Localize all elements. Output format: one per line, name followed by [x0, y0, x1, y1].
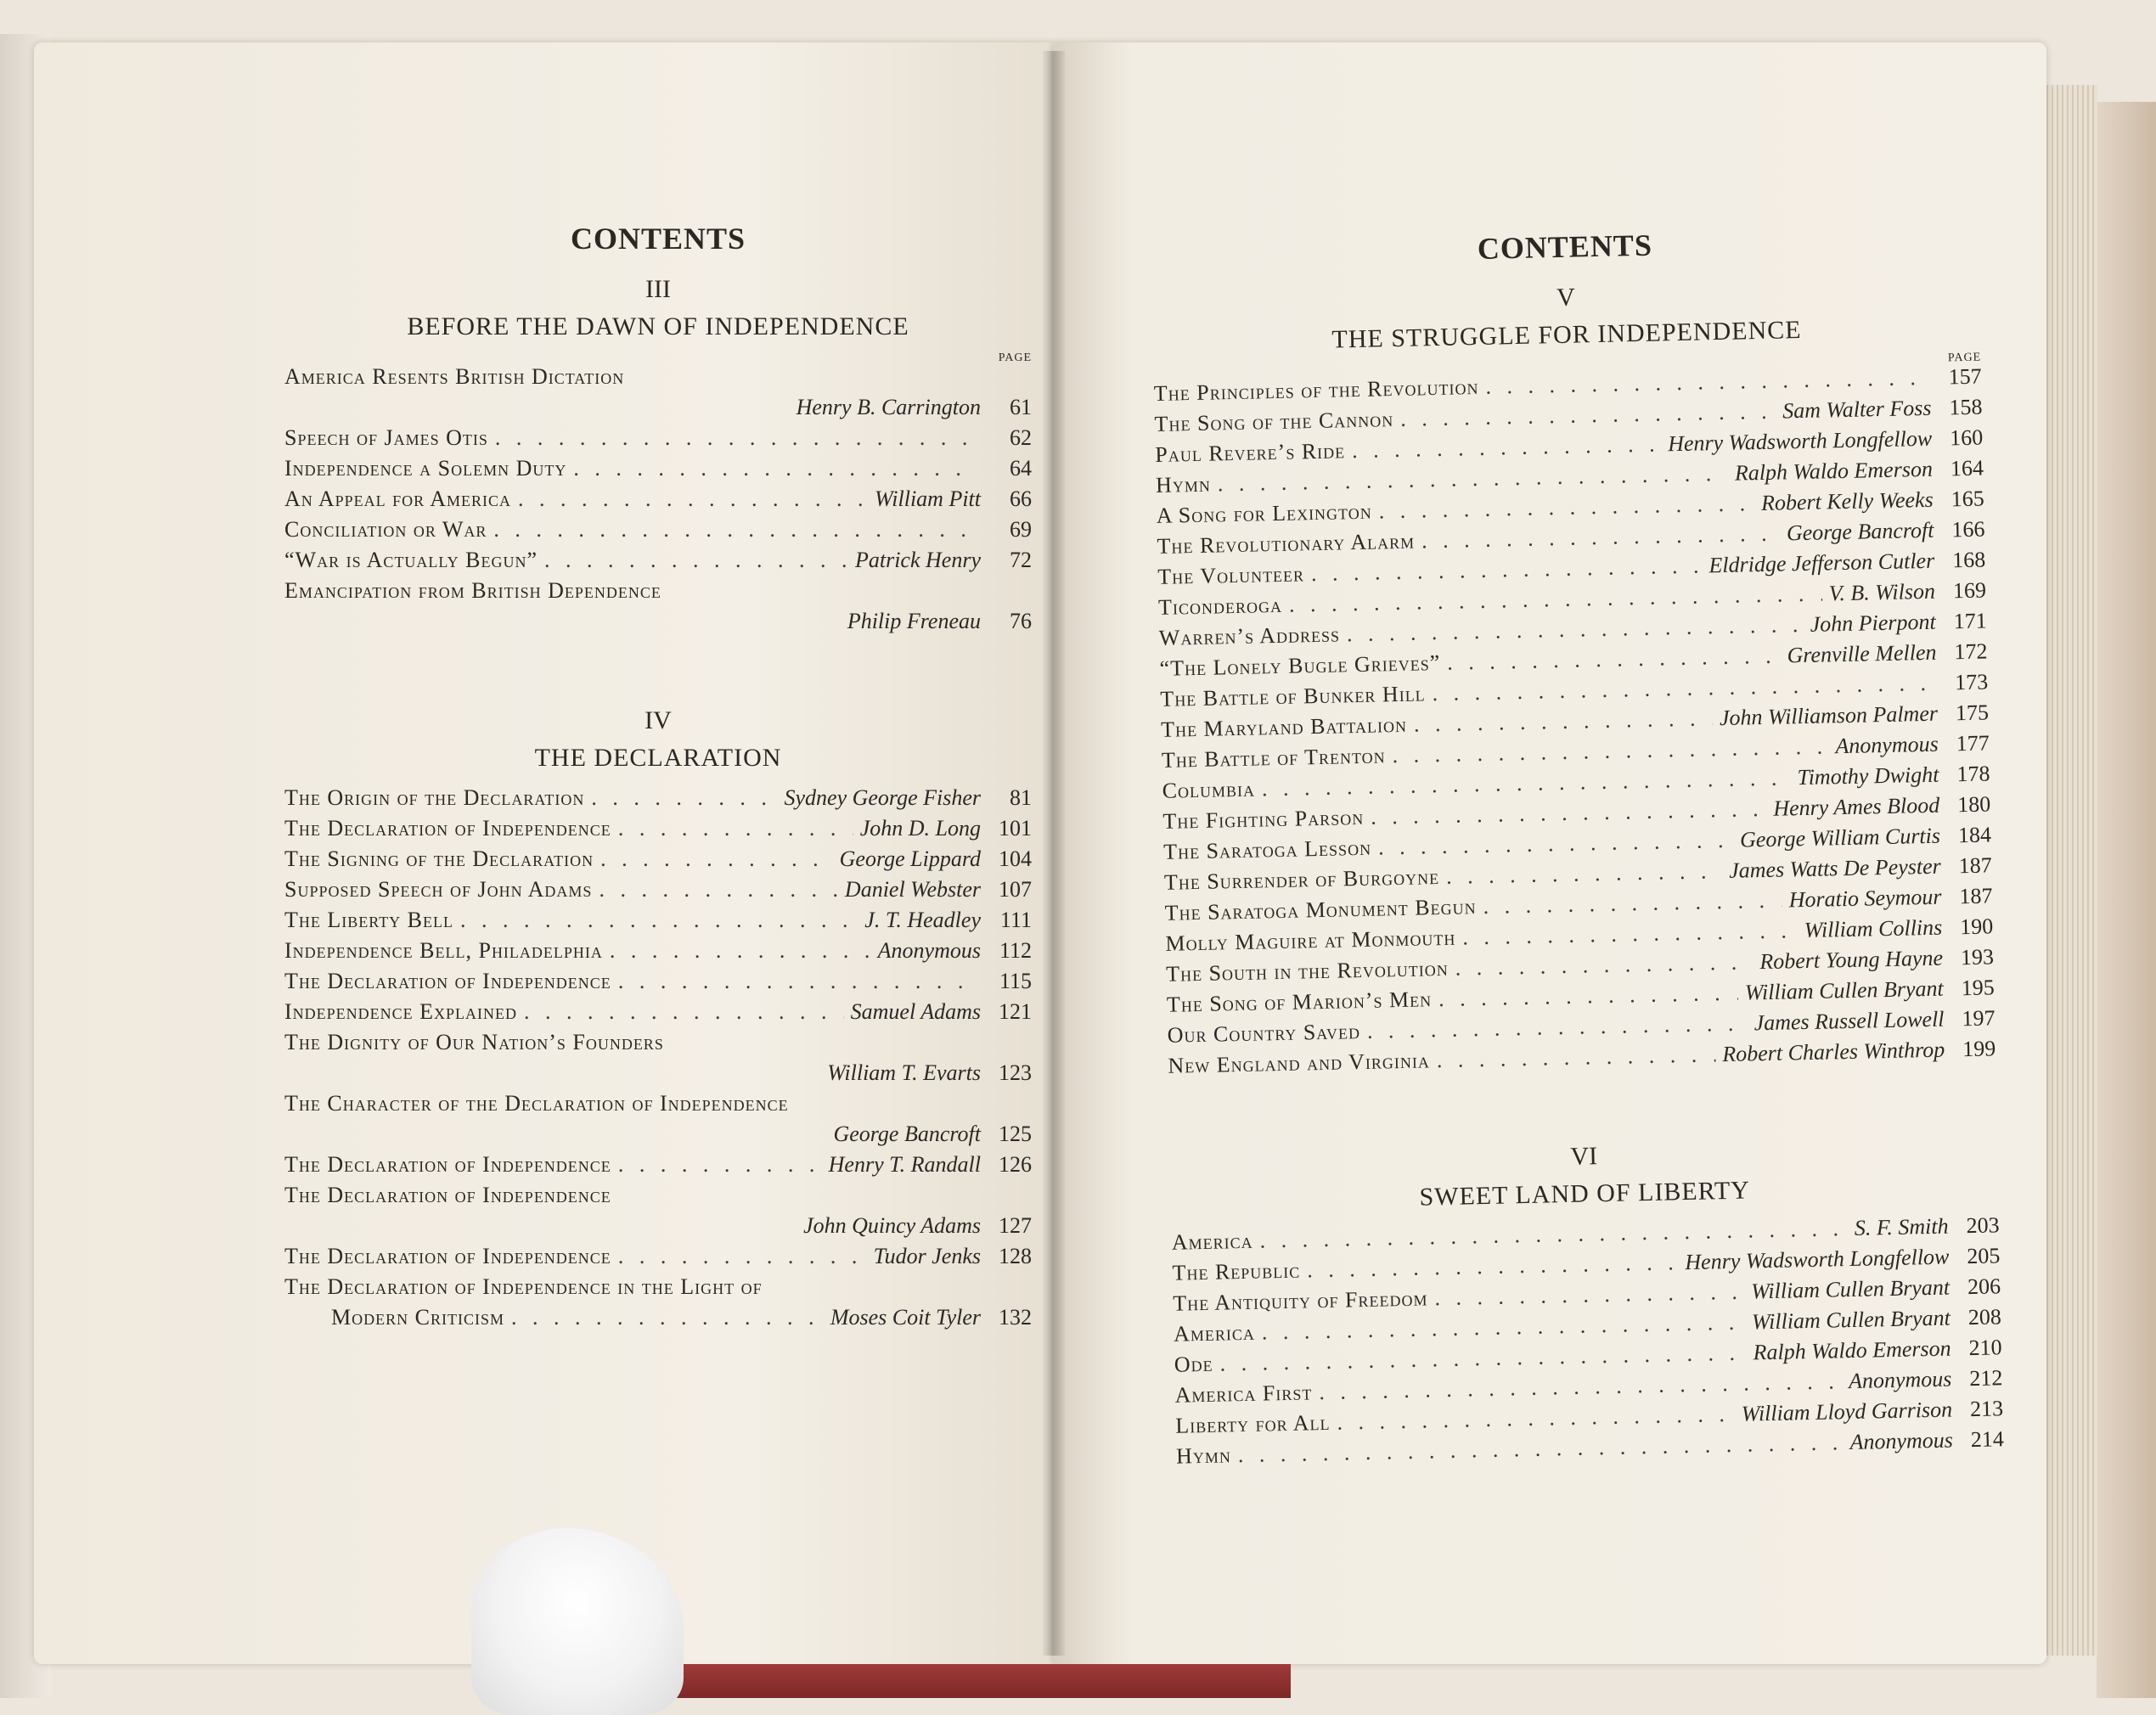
- section-title: BEFORE THE DAWN OF INDEPENDENCE: [407, 312, 909, 340]
- leader-dots: [493, 514, 974, 545]
- entry-page: 81: [1010, 785, 1032, 810]
- entry-author: Grenville Mellen: [1787, 639, 1937, 668]
- leader-dots: [600, 844, 833, 874]
- entry-author: James Watts De Peyster: [1728, 853, 1942, 883]
- entry-author: William T. Evarts: [827, 1060, 981, 1085]
- entry-page: 208: [1967, 1304, 2002, 1330]
- entry-author: Timothy Dwight: [1797, 762, 1939, 790]
- section-title: THE DECLARATION: [534, 744, 782, 772]
- entry-title: The Antiquity of Freedom: [1172, 1285, 1428, 1316]
- toc-entry: [284, 813, 1032, 844]
- entry-title: New England and Virginia: [1168, 1048, 1431, 1078]
- toc-entry: [284, 966, 1032, 997]
- entry-page: 168: [1951, 547, 1986, 573]
- entry-title: Ode: [1174, 1351, 1213, 1377]
- entry-title: Supposed Speech of John Adams: [284, 877, 593, 902]
- entry-page: 112: [999, 938, 1032, 963]
- entry-author: Tudor Jenks: [873, 1244, 981, 1268]
- toc-entry: [284, 1272, 1032, 1302]
- leader-dots: [518, 484, 868, 514]
- toc-entry: [284, 453, 1032, 484]
- leader-dots: [460, 905, 858, 936]
- left-contents-column: [284, 221, 1032, 1333]
- leader-dots: [610, 936, 871, 966]
- entry-title: The Signing of the Declaration: [284, 846, 594, 871]
- leader-dots: [618, 813, 853, 844]
- entry-author: Henry T. Randall: [828, 1152, 981, 1177]
- entry-title: America Resents British Dictation: [284, 364, 625, 389]
- entry-page: 165: [1951, 486, 1984, 512]
- entry-page: 111: [999, 908, 1032, 932]
- entry-page: 69: [1010, 517, 1032, 542]
- entry-title: A Song for Lexington: [1156, 498, 1372, 528]
- entry-page: 123: [999, 1060, 1032, 1085]
- toc-entry: [284, 1058, 1032, 1088]
- entry-title: The Declaration of Independence: [284, 969, 611, 993]
- entry-page: 187: [1958, 852, 1992, 879]
- entry-page: 184: [1957, 822, 1992, 848]
- section-title: THE STRUGGLE FOR INDEPENDENCE: [1331, 315, 1802, 354]
- entry-author: John Williamson Palmer: [1719, 700, 1939, 731]
- entry-title: The Revolutionary Alarm: [1157, 528, 1416, 559]
- entry-author: Moses Coit Tyler: [830, 1305, 981, 1330]
- entry-author: Anonymous: [1835, 731, 1939, 759]
- toc-entry: [284, 1119, 1032, 1150]
- leader-dots: [524, 997, 844, 1027]
- toc-entry: [284, 1241, 1032, 1272]
- entry-page: 164: [1950, 455, 1984, 481]
- leader-dots: [591, 783, 777, 813]
- entry-author: William Collins: [1804, 914, 1943, 943]
- leader-dots: [544, 545, 848, 576]
- entry-page: 160: [1949, 425, 1984, 451]
- entry-author: Henry Wadsworth Longfellow: [1667, 425, 1933, 457]
- entry-author: Robert Kelly Weeks: [1760, 486, 1934, 516]
- entry-title: America: [1171, 1228, 1253, 1255]
- entry-title: The Saratoga Monument Begun: [1164, 894, 1477, 925]
- entry-title: The Volunteer: [1157, 561, 1305, 589]
- entry-title: Warren’s Address: [1158, 621, 1341, 650]
- entry-title: The Dignity of Our Nation’s Founders: [284, 1030, 664, 1054]
- toc-entry: [284, 1150, 1032, 1180]
- entry-page: 64: [1010, 456, 1032, 481]
- entry-title: Paul Revere’s Ride: [1155, 438, 1346, 467]
- entry-title: America: [1173, 1319, 1256, 1347]
- toc-entry: [284, 514, 1032, 545]
- entry-author: J. T. Headley: [864, 908, 981, 932]
- section-number: IV: [645, 706, 672, 734]
- section-number: III: [645, 275, 671, 303]
- entry-page: 187: [1959, 883, 1993, 909]
- entry-page: 121: [999, 999, 1032, 1024]
- entry-title: The Origin of the Declaration: [284, 785, 585, 810]
- entry-author: George Bancroft: [1786, 517, 1934, 546]
- entry-page: 205: [1967, 1243, 2001, 1269]
- entry-title: The Character of the Declaration of Independence: [284, 1091, 789, 1116]
- entry-page: 180: [1956, 791, 1991, 818]
- section-number: VI: [1570, 1142, 1598, 1171]
- entry-page: 107: [999, 877, 1032, 902]
- toc-entry: [284, 392, 1032, 423]
- entry-title: The Song of the Cannon: [1154, 407, 1394, 436]
- entry-page: 193: [1960, 944, 1995, 970]
- book-cover-right: [2097, 102, 2156, 1698]
- right-page: [1053, 42, 2046, 1664]
- entry-page: 206: [1967, 1274, 2001, 1300]
- entry-page: 210: [1968, 1335, 2002, 1361]
- toc-entry: [284, 362, 1032, 392]
- entry-title: “The Lonely Bugle Grieves”: [1159, 649, 1441, 681]
- section-title: SWEET LAND OF LIBERTY: [1419, 1176, 1751, 1212]
- entry-title: Hymn: [1155, 471, 1212, 498]
- entry-page: 172: [1954, 638, 1988, 665]
- toc-entry: [284, 1211, 1032, 1241]
- entry-page: 190: [1959, 914, 1994, 940]
- toc-entry: [284, 1302, 1032, 1333]
- entry-page: 62: [1010, 425, 1032, 450]
- entry-author: Anonymous: [1848, 1366, 1952, 1394]
- entry-author: William Cullen Bryant: [1744, 976, 1945, 1005]
- entry-page: 178: [1956, 761, 1990, 787]
- book-spine-edge: [645, 1664, 1291, 1698]
- entry-title: Molly Maguire at Monmouth: [1165, 925, 1456, 956]
- page-column-label: PAGE: [998, 351, 1032, 364]
- entry-title: The Declaration of Independence: [284, 1152, 611, 1177]
- entry-title: The Fighting Parson: [1162, 804, 1365, 834]
- entry-author: Anonymous: [1849, 1427, 1954, 1455]
- page-column-label: PAGE: [1947, 351, 1982, 365]
- entry-title: America First: [1174, 1380, 1313, 1408]
- entry-title: The Surrender of Burgoyne: [1163, 864, 1440, 895]
- entry-title: Independence a Solemn Duty: [284, 456, 567, 481]
- entry-author: John Quincy Adams: [803, 1213, 981, 1238]
- entry-author: Sydney George Fisher: [784, 785, 981, 810]
- entry-title: The Battle of Trenton: [1161, 743, 1386, 773]
- entry-author: William Cullen Bryant: [1750, 1274, 1951, 1304]
- entry-page: 169: [1952, 577, 1987, 604]
- entry-author: Henry Ames Blood: [1772, 792, 1940, 821]
- entry-page: 127: [999, 1213, 1032, 1238]
- toc-entry: [284, 576, 1032, 606]
- toc-entry: [284, 545, 1032, 576]
- section-number: V: [1556, 283, 1576, 312]
- entry-title: The Declaration of Independence: [284, 1244, 611, 1268]
- entry-title: Liberty for All: [1175, 1409, 1331, 1438]
- entry-page: 175: [1955, 700, 1990, 726]
- entry-author: William Pitt: [875, 486, 981, 511]
- entry-title: Independence Explained: [284, 999, 518, 1024]
- entry-page: 61: [1010, 395, 1032, 419]
- leader-dots: [618, 966, 974, 997]
- entry-title: “War is Actually Begun”: [284, 548, 538, 572]
- entry-title: An Appeal for America: [284, 486, 511, 511]
- entry-author: John D. Long: [859, 816, 981, 841]
- entry-page: 101: [999, 816, 1032, 841]
- entry-author: Samuel Adams: [850, 999, 981, 1024]
- entry-page: 104: [999, 846, 1032, 871]
- entry-author: Ralph Waldo Emerson: [1734, 456, 1934, 486]
- entry-page: 76: [1010, 609, 1032, 633]
- entry-title: Speech of James Otis: [284, 425, 488, 450]
- entry-title: Columbia: [1162, 776, 1256, 803]
- entry-author: George Bancroft: [833, 1122, 981, 1146]
- entry-author: William Cullen Bryant: [1751, 1305, 1951, 1335]
- toc-entry: [284, 844, 1032, 874]
- leader-dots: [1436, 1039, 1715, 1076]
- leader-dots: [495, 423, 974, 453]
- page-edges: [2038, 85, 2097, 1656]
- entry-author: V. B. Wilson: [1828, 578, 1936, 606]
- toc-entry: [284, 423, 1032, 453]
- toc-entry: [284, 905, 1032, 936]
- entry-title: The Republic: [1172, 1257, 1301, 1285]
- toc-entry: [284, 606, 1032, 637]
- toc-entry: [284, 783, 1032, 813]
- entry-author: George Lippard: [839, 846, 981, 871]
- entry-title: The Declaration of Independence: [284, 1183, 611, 1207]
- entry-page: 66: [1010, 486, 1032, 511]
- entry-author: S. F. Smith: [1854, 1213, 1949, 1240]
- entry-author: Horatio Seymour: [1788, 884, 1942, 913]
- entry-page: 195: [1961, 975, 1996, 1001]
- entry-author: John Pierpont: [1810, 609, 1936, 637]
- leader-dots: [599, 874, 837, 905]
- entry-title: Our Country Saved: [1167, 1019, 1361, 1048]
- right-contents-column: [1151, 221, 2004, 1472]
- entry-title: Hymn: [1175, 1442, 1232, 1469]
- entry-title: Conciliation or War: [284, 517, 487, 542]
- toc-entry: [284, 1088, 1032, 1119]
- entry-page: 72: [1010, 548, 1032, 572]
- entry-author: Robert Young Hayne: [1759, 945, 1944, 975]
- toc-entry: [284, 936, 1032, 966]
- leader-dots: [618, 1150, 822, 1180]
- entry-page: 203: [1966, 1212, 2000, 1239]
- entry-page: 177: [1956, 730, 1990, 756]
- entry-title: The Maryland Battalion: [1160, 711, 1408, 742]
- entry-author: Henry B. Carrington: [796, 395, 981, 419]
- toc-entry: [284, 997, 1032, 1027]
- entry-author: Philip Freneau: [847, 609, 981, 633]
- leader-dots: [618, 1241, 867, 1272]
- toc-entry: [284, 1180, 1032, 1211]
- entry-page: 213: [1969, 1396, 2004, 1422]
- entry-page: 212: [1969, 1365, 2003, 1392]
- toc-entry: [284, 484, 1032, 514]
- entry-page: 158: [1949, 394, 1983, 420]
- entry-title: Independence Bell, Philadelphia: [284, 938, 603, 963]
- entry-author: Anonymous: [877, 938, 981, 963]
- entry-author: George William Curtis: [1739, 823, 1941, 852]
- entry-title: The Declaration of Independence: [284, 816, 611, 841]
- leader-dots: [511, 1302, 824, 1333]
- entry-page: 173: [1954, 669, 1989, 695]
- entry-page: 125: [999, 1122, 1032, 1146]
- leader-dots: [573, 453, 974, 484]
- entry-title: The South in the Revolution: [1165, 955, 1450, 987]
- entry-author: Ralph Waldo Emerson: [1753, 1335, 1951, 1365]
- entry-author: William Lloyd Garrison: [1741, 1397, 1953, 1426]
- entry-author: Eldridge Jefferson Cutler: [1708, 548, 1935, 578]
- entry-title: The Saratoga Lesson: [1162, 835, 1372, 864]
- page-heading: CONTENTS: [570, 222, 746, 256]
- page-heading: CONTENTS: [1477, 228, 1653, 266]
- entry-author: Patrick Henry: [854, 548, 981, 572]
- entry-author: James Russell Lowell: [1754, 1006, 1945, 1036]
- entry-page: 132: [999, 1305, 1032, 1330]
- entry-author: Daniel Webster: [844, 877, 981, 902]
- toc-entry: [284, 874, 1032, 905]
- entry-title: Emancipation from British Dependence: [284, 578, 661, 603]
- entry-page: 197: [1962, 1005, 1996, 1032]
- entry-page: 166: [1951, 516, 1985, 543]
- entry-title: Ticonderoga: [1157, 592, 1283, 620]
- entry-page: 171: [1953, 608, 1987, 634]
- entry-page: 115: [999, 969, 1032, 993]
- entry-page: 126: [999, 1152, 1032, 1177]
- entry-title: The Battle of Bunker Hill: [1160, 681, 1426, 711]
- entry-page: 128: [999, 1244, 1032, 1268]
- left-page: [34, 42, 1053, 1664]
- entry-page: 157: [1948, 363, 1982, 390]
- entry-page: 214: [1970, 1426, 2005, 1453]
- entry-title: The Principles of the Revolution: [1153, 374, 1479, 406]
- book-gutter: [1043, 51, 1065, 1656]
- entry-title: Modern Criticism: [331, 1305, 504, 1330]
- entry-title: The Liberty Bell: [284, 908, 453, 932]
- entry-author: Sam Walter Foss: [1782, 395, 1932, 424]
- toc-entry: [284, 1027, 1032, 1058]
- entry-author: Robert Charles Winthrop: [1722, 1037, 1945, 1067]
- section-gap: [284, 637, 1032, 688]
- entry-page: 199: [1962, 1036, 1996, 1062]
- entry-author: Henry Wadsworth Longfellow: [1685, 1244, 1950, 1275]
- entry-title: The Song of Marion’s Men: [1166, 987, 1433, 1017]
- entry-title: The Declaration of Independence in the Light of: [284, 1274, 763, 1299]
